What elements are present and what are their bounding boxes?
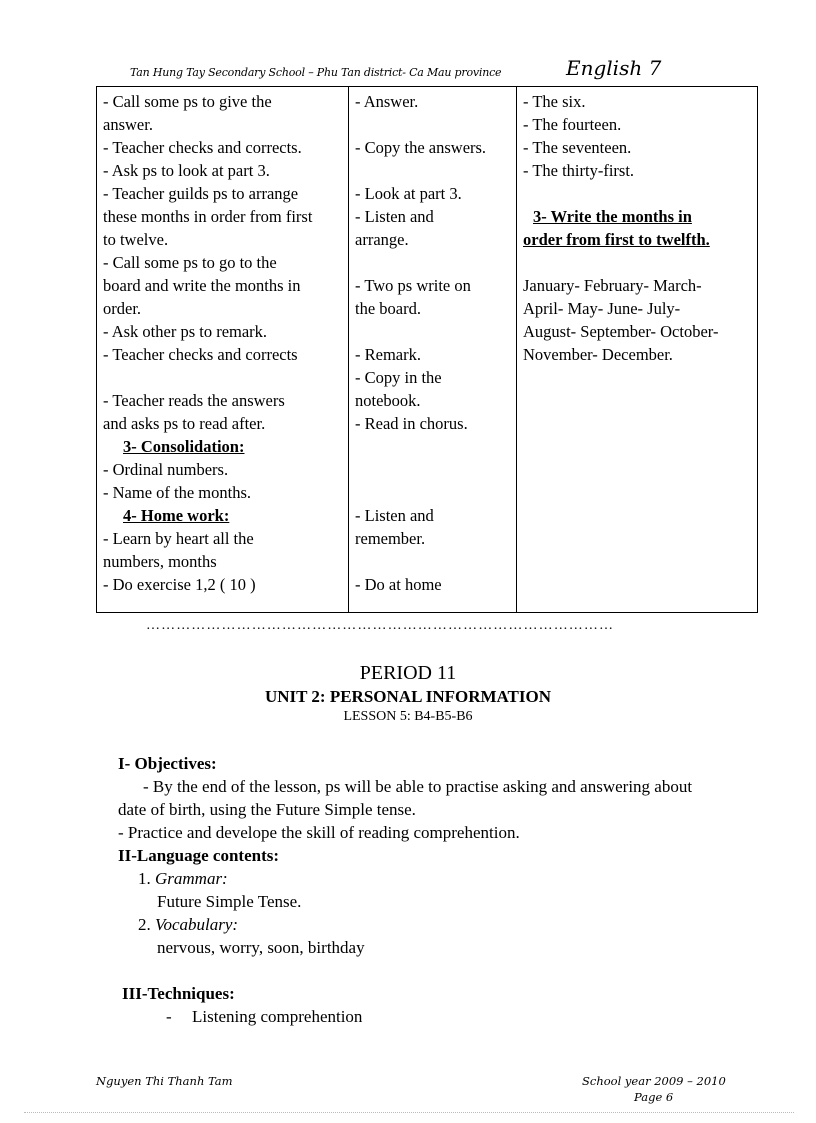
student-line: - Answer.	[355, 92, 419, 111]
student-line: arrange.	[355, 230, 409, 249]
student-blank-line	[355, 458, 512, 481]
teacher-line: - Ask other ps to remark.	[103, 322, 268, 341]
lesson-procedure-table	[96, 86, 758, 613]
write-months-heading: 3- Write the months in	[533, 207, 692, 226]
student-line: - Copy the answers.	[355, 138, 487, 157]
ordinal-answer: - The six.	[523, 92, 586, 111]
teacher-activities-cell	[97, 87, 349, 613]
student-blank-line	[355, 481, 512, 504]
student-line: - Copy in the	[355, 368, 442, 387]
teacher-line: answer.	[103, 115, 153, 134]
teacher-line: - Ordinal numbers.	[103, 460, 229, 479]
content-blank-line	[523, 182, 753, 205]
student-line: - Remark.	[355, 345, 421, 364]
teacher-line: numbers, months	[103, 552, 217, 571]
student-line: the board.	[355, 299, 421, 318]
months-line: August- September- October-	[523, 322, 719, 341]
vocabulary-number: 2.	[138, 915, 151, 934]
objectives-line: - Practice and develope the skill of reading comprehention.	[118, 823, 520, 842]
objectives-line: date of birth, using the Future Simple tense.	[118, 800, 416, 819]
teacher-line: order.	[103, 299, 142, 318]
vocabulary-label-line	[138, 913, 238, 936]
teacher-line: - Name of the months.	[103, 483, 252, 502]
teacher-line: - Teacher checks and corrects.	[103, 138, 302, 157]
dotted-separator: …………………………………………………………………………………	[146, 618, 615, 633]
language-contents-heading: II-Language contents:	[118, 846, 280, 865]
student-line: remember.	[355, 529, 426, 548]
teacher-line: board and write the months in	[103, 276, 301, 295]
teacher-line: and asks ps to read after.	[103, 414, 266, 433]
months-line: November- December.	[523, 345, 673, 364]
grammar-number: 1.	[138, 869, 151, 888]
teacher-line: - Learn by heart all the	[103, 529, 254, 548]
months-line: April- May- June- July-	[523, 299, 681, 318]
teacher-blank-line	[103, 366, 344, 389]
student-line: - Do at home	[355, 575, 442, 594]
footer-page-number: Page 6	[634, 1090, 674, 1104]
techniques-bullet: -	[166, 1007, 172, 1026]
ordinal-answer: - The thirty-first.	[523, 161, 635, 180]
student-blank-line	[355, 159, 512, 182]
header-subject: English 7	[566, 56, 662, 80]
student-line: - Listen and	[355, 506, 434, 525]
vocabulary-label: Vocabulary:	[155, 915, 239, 934]
header-school: Tan Hung Tay Secondary School – Phu Tan district- Ca Mau province	[130, 66, 502, 79]
ordinal-answer: - The seventeen.	[523, 138, 632, 157]
grammar-label: Grammar:	[155, 869, 228, 888]
content-blank-line	[523, 251, 753, 274]
period-title: PERIOD 11	[359, 662, 457, 684]
student-line: - Look at part 3.	[355, 184, 462, 203]
table-row	[97, 87, 758, 613]
content-cell	[517, 87, 758, 613]
lesson-title: LESSON 5: B4-B5-B6	[343, 709, 473, 724]
teacher-line: - Teacher reads the answers	[103, 391, 285, 410]
objectives-heading: I- Objectives:	[118, 754, 217, 773]
page-bottom-divider	[24, 1112, 794, 1113]
homework-heading: 4- Home work:	[123, 506, 230, 525]
grammar-value: Future Simple Tense.	[157, 892, 302, 911]
student-blank-line	[355, 435, 512, 458]
student-blank-line	[355, 320, 512, 343]
consolidation-heading: 3- Consolidation:	[123, 437, 245, 456]
student-blank-line	[355, 251, 512, 274]
teacher-line: these months in order from first	[103, 207, 313, 226]
write-months-heading-cont: order from first to twelfth.	[523, 230, 710, 249]
student-line: - Read in chorus.	[355, 414, 468, 433]
student-line: - Two ps write on	[355, 276, 471, 295]
months-line: January- February- March-	[523, 276, 702, 295]
techniques-item: Listening comprehention	[192, 1007, 363, 1026]
teacher-line: - Do exercise 1,2 ( 10 )	[103, 575, 256, 594]
ordinal-answer: - The fourteen.	[523, 115, 622, 134]
teacher-line: - Call some ps to give the	[103, 92, 272, 111]
teacher-line: - Call some ps to go to the	[103, 253, 277, 272]
teacher-line: - Teacher checks and corrects	[103, 345, 298, 364]
techniques-heading: III-Techniques:	[122, 984, 235, 1003]
teacher-line: to twelve.	[103, 230, 169, 249]
grammar-label-line	[138, 867, 228, 890]
student-blank-line	[355, 550, 512, 573]
student-activities-cell	[349, 87, 517, 613]
teacher-line: - Ask ps to look at part 3.	[103, 161, 270, 180]
teacher-line: - Teacher guilds ps to arrange	[103, 184, 299, 203]
vocabulary-value: nervous, worry, soon, birthday	[157, 938, 365, 957]
student-line: - Listen and	[355, 207, 434, 226]
unit-title: UNIT 2: PERSONAL INFORMATION	[264, 687, 552, 706]
footer-school-year: School year 2009 – 2010	[582, 1074, 726, 1088]
footer-author: Nguyen Thi Thanh Tam	[96, 1074, 233, 1088]
student-blank-line	[355, 113, 512, 136]
objectives-line: - By the end of the lesson, ps will be able to practise asking and answering about	[143, 777, 693, 796]
student-line: notebook.	[355, 391, 421, 410]
